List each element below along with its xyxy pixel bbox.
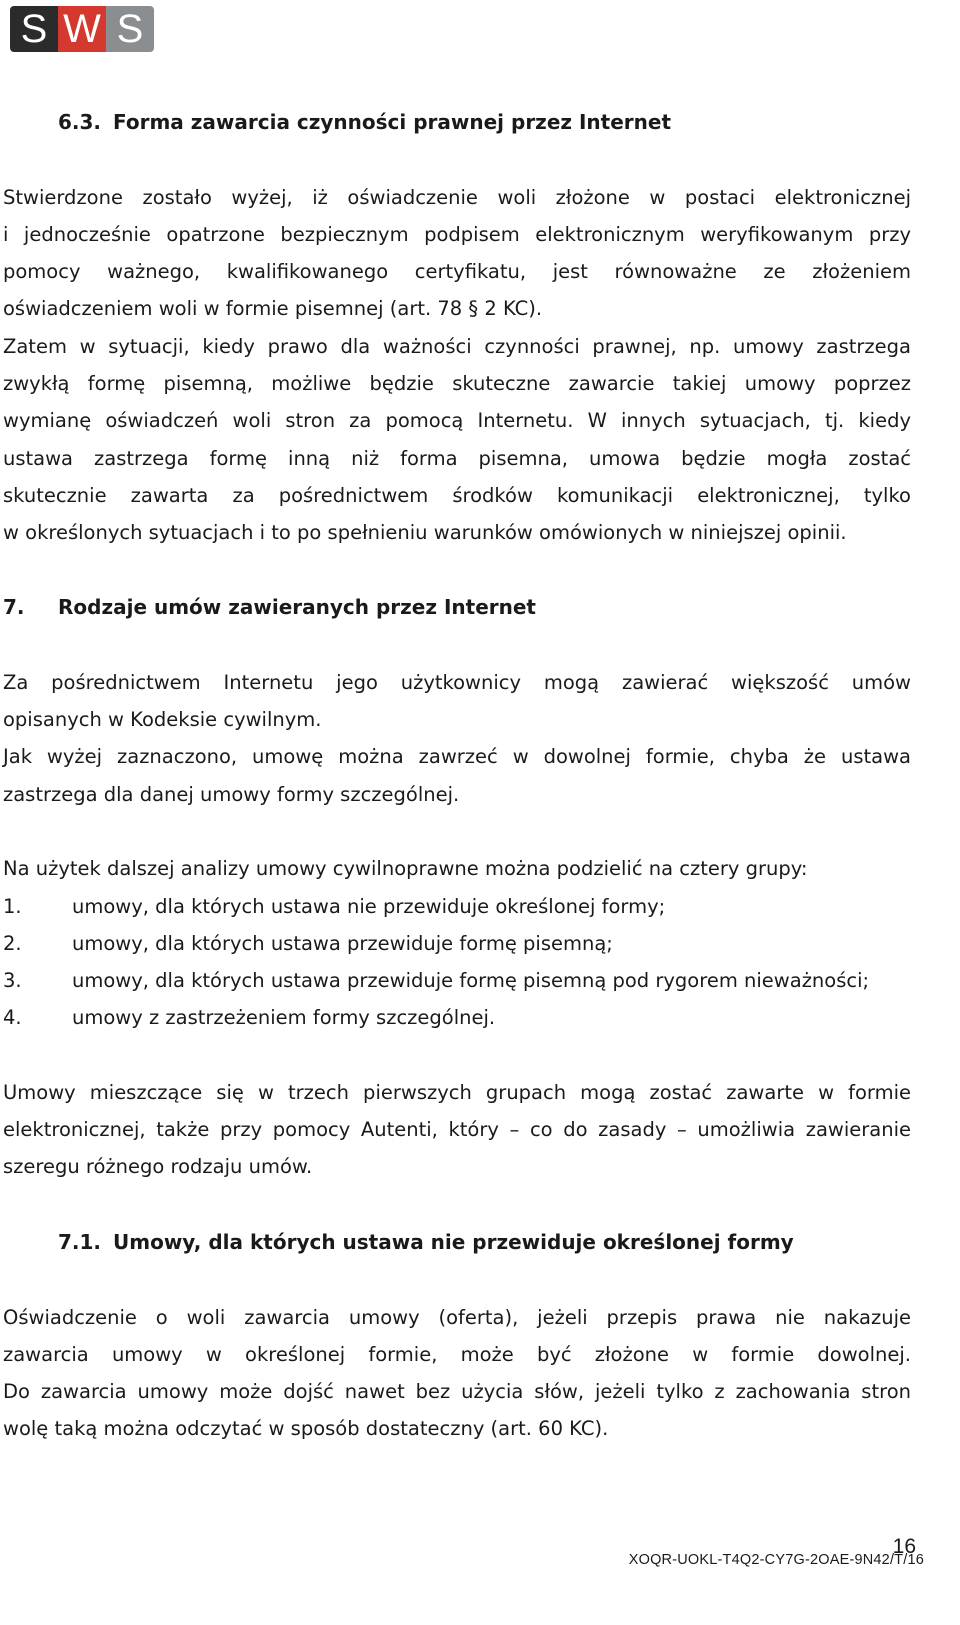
list-item-text: umowy z zastrzeżeniem formy szczególnej. [72, 1006, 496, 1029]
text-line: Oświadczenie o woli zawarcia umowy (oferta), jeżeli przepis prawa nie nakazuje [3, 1306, 911, 1329]
logo-letter-s: S [10, 6, 58, 52]
text-line: i jednocześnie opatrzone bezpiecznym podpisem elektronicznym weryfikowanym przy [3, 223, 911, 246]
text-line: Za pośrednictwem Internetu jego użytkownicy mogą zawierać większość umów [3, 671, 911, 694]
list-item-number: 4. [3, 1006, 22, 1029]
text-line: Umowy mieszczące się w trzech pierwszych grupach mogą zostać zawarte w formie [3, 1081, 911, 1104]
list-item-number: 3. [3, 969, 22, 992]
text-line: zawarcia umowy w określonej formie, może być złożone w formie dowolnej. [3, 1343, 911, 1366]
text-line: wymianę oświadczeń woli stron za pomocą Internetu. W innych sytuacjach, tj. kiedy [3, 409, 911, 432]
section-7-1-title: Umowy, dla których ustawa nie przewiduje określonej formy [113, 1230, 794, 1254]
text-line: szeregu różnego rodzaju umów. [3, 1155, 313, 1178]
document-id: XOQR-UOKL-T4Q2-CY7G-2OAE-9N42/T/16 [628, 1552, 924, 1568]
logo-letter-s-2: S [106, 6, 154, 52]
text-line: pomocy ważnego, kwalifikowanego certyfikatu, jest równoważne ze złożeniem [3, 260, 911, 283]
section-7-title: Rodzaje umów zawieranych przez Internet [58, 595, 536, 619]
text-line: Zatem w sytuacji, kiedy prawo dla ważności czynności prawnej, np. umowy zastrzega [3, 335, 911, 358]
logo-letter-w: W [58, 6, 106, 52]
section-7-number: 7. [3, 595, 25, 619]
text-line: skutecznie zawarta za pośrednictwem środków komunikacji elektronicznej, tylko [3, 484, 911, 507]
text-line: zwykłą formę pisemną, możliwe będzie skuteczne zawarcie takiej umowy poprzez [3, 372, 911, 395]
text-line: zastrzega dla danej umowy formy szczególnej. [3, 783, 460, 806]
section-7-1-number: 7.1. [58, 1230, 102, 1254]
text-line: opisanych w Kodeksie cywilnym. [3, 708, 322, 731]
list-intro: Na użytek dalszej analizy umowy cywilnoprawne można podzielić na cztery grupy: [3, 857, 808, 880]
text-line: Do zawarcia umowy może dojść nawet bez użycia słów, jeżeli tylko z zachowania stron [3, 1380, 911, 1403]
text-line: oświadczeniem woli w formie pisemnej (art. 78 § 2 KC). [3, 297, 543, 320]
text-line: wolę taką można odczytać w sposób dostateczny (art. 60 KC). [3, 1417, 609, 1440]
list-item-number: 1. [3, 895, 22, 918]
text-line: ustawa zastrzega formę inną niż forma pisemna, umowa będzie mogła zostać [3, 447, 911, 470]
list-item-number: 2. [3, 932, 22, 955]
list-item-text: umowy, dla których ustawa nie przewiduje określonej formy; [72, 895, 666, 918]
text-line: elektronicznej, także przy pomocy Autenti, który – co do zasady – umożliwia zawieranie [3, 1118, 911, 1141]
page-number: 16 [892, 1535, 916, 1558]
list-item-text: umowy, dla których ustawa przewiduje formę pisemną; [72, 932, 613, 955]
text-line: w określonych sytuacjach i to po spełnieniu warunków omówionych w niniejszej opinii. [3, 521, 847, 544]
section-6-3-title: Forma zawarcia czynności prawnej przez Internet [113, 110, 672, 134]
sws-logo [10, 6, 154, 52]
list-item-text: umowy, dla których ustawa przewiduje formę pisemną pod rygorem nieważności; [72, 969, 870, 992]
text-line: Jak wyżej zaznaczono, umowę można zawrzeć w dowolnej formie, chyba że ustawa [3, 745, 911, 768]
section-6-3-number: 6.3. [58, 110, 102, 134]
text-line: Stwierdzone zostało wyżej, iż oświadczenie woli złożone w postaci elektronicznej [3, 186, 911, 209]
